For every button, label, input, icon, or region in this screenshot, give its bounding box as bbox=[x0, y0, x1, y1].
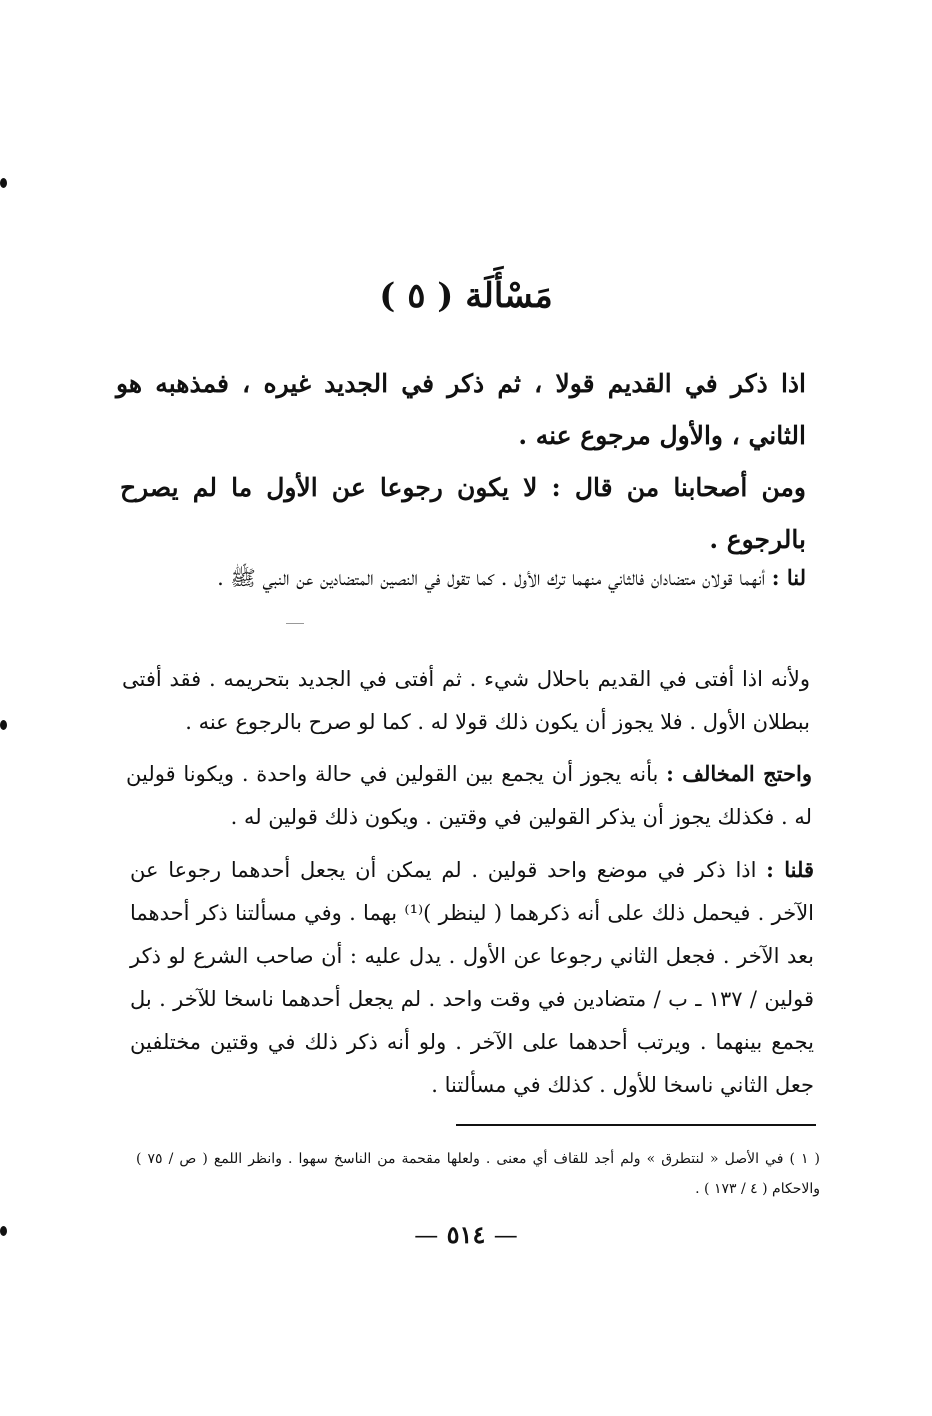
paragraph-5-body: بأنه يجوز أن يجمع بين القولين في حالة واحدة . ويكونا قولين له . فكذلك يجوز أن يذكر القولين في وقتين . ويكون ذلك قولين له . bbox=[126, 762, 812, 829]
scan-artifact bbox=[286, 623, 304, 624]
margin-mark bbox=[0, 1226, 7, 1236]
paragraph-6 bbox=[130, 848, 814, 1107]
paragraph-5 bbox=[126, 752, 812, 839]
paragraph-6-body: اذا ذكر في موضع واحد قولين . لم يمكن أن يجعل أحدهما رجوعا عن الآخر . فيحمل ذلك على أنه ذكرهما ( لينظر )⁽¹⁾ بهما . وفي مسألتنا ذكر أحدهما بعد الآخر . فجعل الثاني رجوعا عن الأول . يدل عليه : أن صاحب الشرع لو ذكر قولين / ١٣٧ ـ ب / متضادين في وقت واحد . لم يجعل أحدهما ناسخا للآخر . بل يجمع بينهما . ويرتب أحدهما على الآخر . ولو أنه ذكر ذلك في وقتين مختلفين جعل الثاني ناسخا للأول . كذلك في مسألتنا . bbox=[130, 858, 814, 1097]
margin-mark bbox=[0, 720, 7, 730]
paragraph-3 bbox=[122, 556, 806, 600]
paragraph-6-lead: قلنا : bbox=[766, 857, 814, 882]
paragraph-3-body: أنهما قولان متضادان فالثاني منهما ترك الأول . كما تقول في النصين المتضادين عن النبي ﷺ . bbox=[217, 566, 766, 590]
page-title: مَسْأَلَة ( ٥ ) bbox=[379, 276, 553, 316]
paragraph-1: اذا ذكر في القديم قولا ، ثم ذكر في الجديد غيره ، فمذهبه هو الثاني ، والأول مرجوع عنه . bbox=[116, 369, 806, 450]
page-number-dash-right: — bbox=[414, 1221, 439, 1249]
margin-mark bbox=[0, 178, 7, 188]
footnote-divider bbox=[456, 1124, 816, 1126]
paragraph-4: ولأنه اذا أفتى في القديم باحلال شيء . ثم أفتى في الجديد بتحريمه . فقد أفتى ببطلان الأول . فلا يجوز أن يكون ذلك قولا له . كما لو صرح بالرجوع عنه . bbox=[122, 667, 810, 734]
footnote: ( ١ ) في الأصل « لنتطرق » ولم أجد للقاف أي معنى . ولعلها مقحمة من الناسخ سهوا . وانظر اللمع ( ص / ٧٥ ) والاحكام ( ٤ / ١٧٣ ) . bbox=[136, 1151, 820, 1197]
paragraph-5-lead: واحتج المخالف : bbox=[666, 761, 812, 786]
page-number bbox=[380, 1220, 552, 1249]
page-number-dash-left: — bbox=[493, 1221, 518, 1249]
paragraph-3-lead: لنا : bbox=[771, 565, 806, 590]
page-number-value: ٥١٤ bbox=[446, 1220, 486, 1249]
paragraph-2: ومن أصحابنا من قال : لا يكون رجوعا عن الأول ما لم يصرح بالرجوع . bbox=[120, 473, 806, 554]
